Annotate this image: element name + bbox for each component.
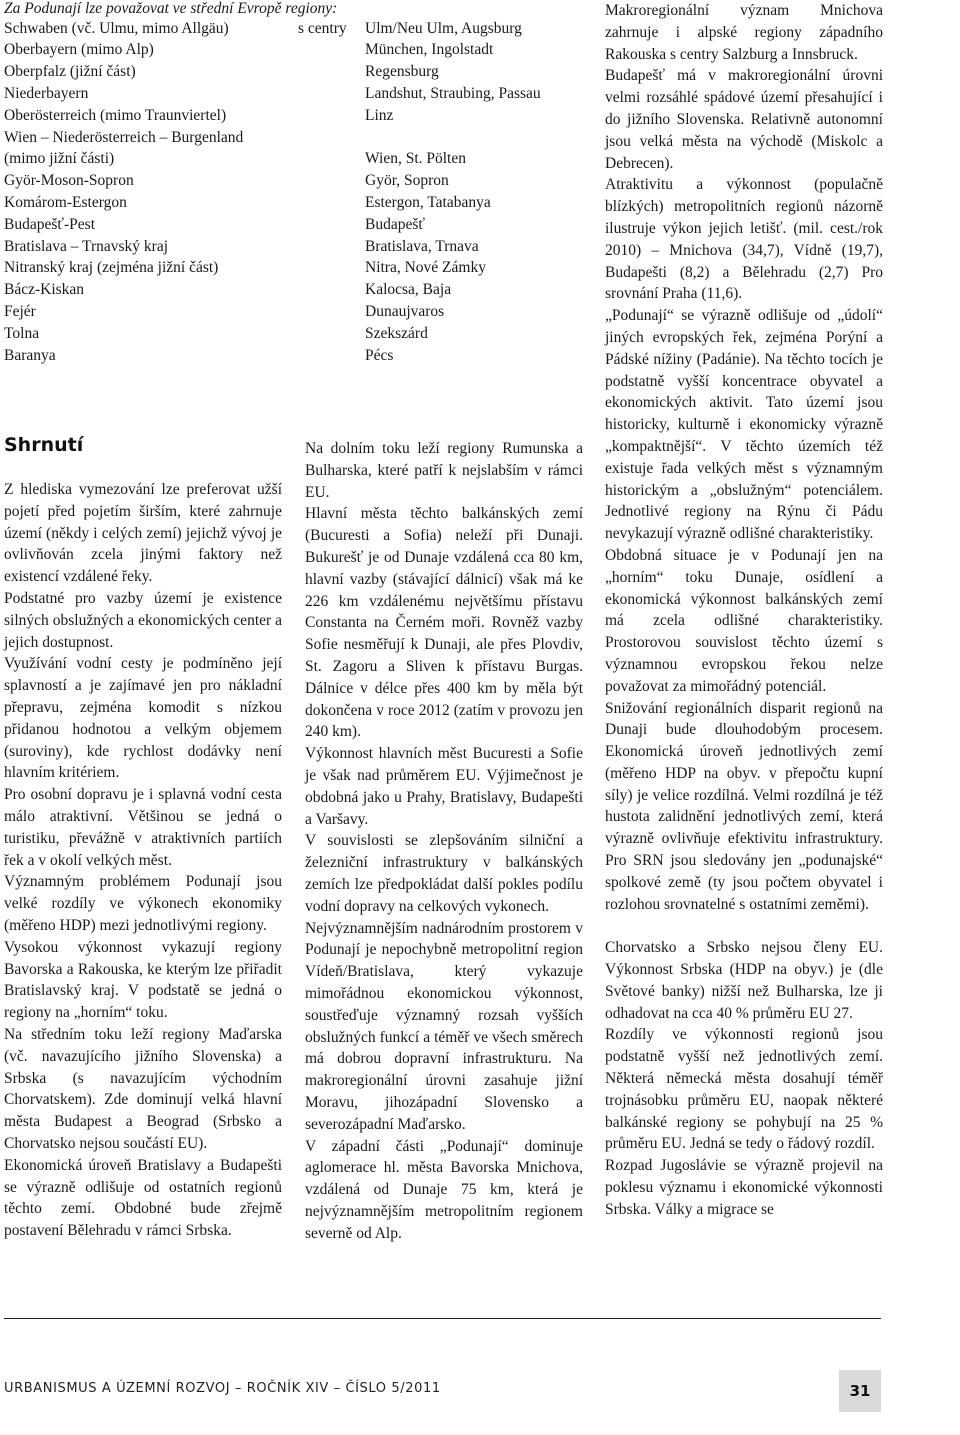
paragraph: Pro osobní dopravu je i splavná vodní cesta málo atraktivní. Většinou se jedná o turistiku, převážně v atraktivních partiích řek a v okolí velkých měst. bbox=[4, 786, 282, 869]
column-1 bbox=[4, 479, 282, 1242]
section-heading: Shrnutí bbox=[4, 434, 84, 456]
column-2 bbox=[305, 438, 583, 1244]
paragraph: Nejvýznamnějším nadnárodním prostorem v Podunají je nepochybně metropolitní region Vídeň/Bratislava, který vykazuje mimořádnou ekonomickou výkonnost, soustřeďuje významný rozsah vyšších obslužných funkcí a téměř ve všech směrech má dobrou dopravní infrastrukturu. Na makroregionální úrovni zasahuje jižní Moravu, jihozápadní Slovensko a severozápadní Maďarsko. bbox=[305, 919, 583, 1133]
paragraph: Na středním toku leží regiony Maďarska (vč. navazujícího jižního Slovenska) a Srbska (s navazujícím východním Chorvatskem). Zde dominují velká hlavní města Budapest a Beograd (Srbsko a Chorvatsko nejsou součástí EU). bbox=[4, 1025, 282, 1152]
region-row bbox=[4, 129, 594, 151]
region-name: Oberbayern (mimo Alp) bbox=[4, 41, 154, 59]
region-list-intro: Za Podunají lze považovat ve střední Evropě regiony: bbox=[4, 0, 338, 17]
paragraph: Podstatné pro vazby území je existence silných obslužných a ekonomických center a jejich dostupnost. bbox=[4, 589, 282, 651]
region-row bbox=[4, 41, 594, 63]
region-cities: Regensburg bbox=[365, 63, 439, 81]
region-name: Komárom-Estergon bbox=[4, 193, 127, 211]
region-name: Bácz-Kiskan bbox=[4, 281, 85, 299]
region-cities: Linz bbox=[365, 106, 394, 124]
region-name: Oberösterreich (mimo Traunviertel) bbox=[4, 106, 227, 124]
region-name: Schwaben (vč. Ulmu, mimo Allgäu) bbox=[4, 19, 229, 37]
paragraph: Hlavní města těchto balkánských zemí (Bucuresti a Sofia) neleží při Dunaji. Bukurešť je od Dunaje vzdálená cca 80 km, hlavní vazby (stávající dálnicí) však má ke 226 km vzdálenému největšímu přístavu Constanta na Černém moři. Rovněž vazby Sofie nesměřují k Dunaji, ale přes Plovdiv, St. Zagoru a Sliven k přístavu Burgas. Dálnice v délce přes 400 km by měla být dokončena v roce 2012 (zatím v provozu jen 240 km). bbox=[305, 505, 583, 741]
column-3 bbox=[605, 0, 883, 1221]
region-name: Baranya bbox=[4, 346, 56, 364]
region-cities: Budapešť bbox=[365, 215, 426, 233]
region-cities: Dunaujvaros bbox=[365, 302, 445, 320]
region-row bbox=[4, 85, 594, 107]
region-row bbox=[4, 325, 594, 347]
region-name: Oberpfalz (jižní část) bbox=[4, 63, 136, 81]
paragraph: Z hlediska vymezování lze preferovat užší pojetí před pojetím širším, které zahrnuje území (někdy i celých zemí) jejichž vývoj je ovlivňován zcela jinými faktory než existencí vzdálené řeky. bbox=[4, 481, 282, 586]
region-name: (mimo jižní části) bbox=[4, 150, 115, 168]
region-row bbox=[4, 194, 594, 216]
region-row bbox=[4, 216, 594, 238]
region-name: Wien – Niederösterreich – Burgenland bbox=[4, 128, 244, 146]
paragraph: Významným problémem Podunají jsou velké rozdíly ve výkonech ekonomiky (měřeno HDP) mezi jednotlivými regiony. bbox=[4, 873, 282, 934]
region-name: Fejér bbox=[4, 302, 36, 320]
paragraph: Atraktivitu a výkonnost (populačně blízkých) metropolitních regionů názorně ilustruje výkon jejich letišť. (mil. cest./rok 2010) – Mnichova (34,7), Vídně (19,7), Budapešti (8,2) a Bělehradu (2,7) Pro srovnání Praha (11,6). bbox=[605, 176, 883, 303]
region-name: Bratislava – Trnavský kraj bbox=[4, 237, 169, 255]
region-row bbox=[4, 259, 594, 281]
page-number: 31 bbox=[839, 1370, 881, 1412]
region-cities: München, Ingolstadt bbox=[365, 41, 494, 59]
region-row bbox=[4, 107, 594, 129]
paragraph: Chorvatsko a Srbsko nejsou členy EU. Výkonnost Srbska (HDP na obyv.) je (dle Světové banky) nižší než Bulharska, lze ji odhadovat na cca 40 % průměru EU 27. bbox=[605, 939, 883, 1022]
region-cities: Kalocsa, Baja bbox=[365, 281, 452, 299]
region-name: Györ-Moson-Sopron bbox=[4, 172, 134, 190]
region-name: Budapešť-Pest bbox=[4, 215, 96, 233]
region-cities: Nitra, Nové Zámky bbox=[365, 259, 486, 277]
paragraph: Výkonnost hlavních měst Bucuresti a Sofie je však nad průměrem EU. Výjimečnost je obdobná jako u Prahy, Bratislavy, Budapešti a Varšavy. bbox=[305, 745, 583, 828]
region-row bbox=[4, 238, 594, 260]
region-row bbox=[4, 303, 594, 325]
region-cities: Ulm/Neu Ulm, Augsburg bbox=[365, 19, 522, 37]
region-cities: Györ, Sopron bbox=[365, 172, 449, 190]
region-row bbox=[4, 281, 594, 303]
region-cities: Wien, St. Pölten bbox=[365, 150, 466, 168]
footer-rule bbox=[4, 1318, 881, 1319]
paragraph: Využívání vodní cesty je podmíněno její splavností a je zajímavé jen pro nákladní přepravu, zejména komodit s nízkou přidanou hodnotou a velkým objemem (suroviny), kde rychlost dodávky není hlavním kritériem. bbox=[4, 655, 282, 782]
region-row bbox=[4, 150, 594, 172]
paragraph: Vysokou výkonnost vykazují regiony Bavorska a Rakouska, ke kterým lze přiřadit Bratislavský kraj. V podstatě se jedná o regiony na „horním“ toku. bbox=[4, 938, 282, 1022]
paragraph: „Podunají“ se výrazně odlišuje od „údolí“ jiných evropských řek, zejména Porýní a Pádské nížiny (Padánie). Na těchto tocích je podstatně vyšší koncentrace obyvatel a ekonomických aktivit. Tato území jsou historicky, kulturně i ekonomicky výrazně „kompaktnější“. V těchto územích též existuje řada velkých měst s významným historickým a „obslužným“ potenciálem. Jednotlivé regiony na Rýnu či Pádu nevykazují výrazně odlišné charakteristiky. bbox=[605, 307, 883, 543]
paragraph: Na dolním toku leží regiony Rumunska a Bulharska, které patří k nejslabším v rámci EU. bbox=[305, 440, 583, 501]
region-name: Tolna bbox=[4, 324, 40, 342]
paragraph: V souvislosti se zlepšováním silniční a železniční infrastruktury v balkánských zemích lze předpokládat další pokles podílu vodní dopravy na celkových vykonech. bbox=[305, 832, 583, 915]
region-centers-label: s centry bbox=[298, 19, 347, 37]
region-cities: Bratislava, Trnava bbox=[365, 237, 479, 255]
region-cities: Szekszárd bbox=[365, 324, 428, 342]
region-row bbox=[4, 172, 594, 194]
region-name: Niederbayern bbox=[4, 84, 89, 102]
paragraph: Rozpad Jugoslávie se výrazně projevil na poklesu významu i ekonomické výkonnosti Srbska. Války a migrace se bbox=[605, 1157, 883, 1218]
region-cities: Pécs bbox=[365, 346, 394, 364]
journal-footer: URBANISMUS A ÚZEMNÍ ROZVOJ – ROČNÍK XIV – ČÍSLO 5/2011 bbox=[4, 1381, 441, 1396]
region-cities: Estergon, Tatabanya bbox=[365, 193, 491, 211]
region-row bbox=[4, 20, 594, 42]
paragraph: Ekonomická úroveň Bratislavy a Budapešti se výrazně odlišuje od ostatních regionů těchto zemí. Obdobné bude zřejmě postavení Bělehradu v rámci Srbska. bbox=[4, 1156, 282, 1240]
region-row bbox=[4, 63, 594, 85]
region-name: Nitranský kraj (zejména jižní část) bbox=[4, 259, 219, 277]
paragraph: Snižování regionálních disparit regionů na Dunaji bude dlouhodobým procesem. Ekonomická úroveň jednotlivých zemí (měřeno HDP na obyv. v přepočtu kupní síly) je velice rozdílná. Velmi rozdílná je též hustota zalidnění jednotlivých zemí, která výrazně ovlivňuje efektivitu infrastruktury. Pro SRN jsou sledovány jen „podunajské“ spolkové země (ty jsou počtem obyvatel i rozlohou srovnatelné s ostatními zeměmi). bbox=[605, 699, 883, 913]
paragraph: Makroregionální význam Mnichova zahrnuje i alpské regiony západního Rakouska s centry Salzburg a Innsbruck. bbox=[605, 2, 883, 63]
paragraph: Budapešť má v makroregionální úrovni velmi rozsáhlé spádové území přesahující i do jižního Slovenska. Relativně autonomní jsou velká města na východě (Miskolc a Debrecen). bbox=[605, 67, 883, 172]
paragraph: V západní části „Podunají“ dominuje aglomerace hl. města Bavorska Mnichova, vzdálená od Dunaje 75 km, která je nejvýznamnějším metropolitním regionem severně od Alp. bbox=[305, 1137, 583, 1242]
paragraph: Rozdíly ve výkonnosti regionů jsou podstatně vyšší než jednotlivých zemí. Některá německá města dosahují téměř trojnásobku průměru EU, naopak některé balkánské regiony se pohybují na 25 % průměru EU. Jedná se tedy o řádový rozdíl. bbox=[605, 1026, 883, 1153]
region-cities: Landshut, Straubing, Passau bbox=[365, 84, 541, 102]
paragraph: Obdobná situace je v Podunají jen na „horním“ toku Dunaje, osídlení a ekonomická výkonnost balkánských zemí má zcela odlišné charakteristiky. Prostorovou souvislost těchto území s významnou evropskou řekou nelze považovat za mimořádný potenciál. bbox=[605, 546, 883, 695]
region-row bbox=[4, 347, 594, 369]
